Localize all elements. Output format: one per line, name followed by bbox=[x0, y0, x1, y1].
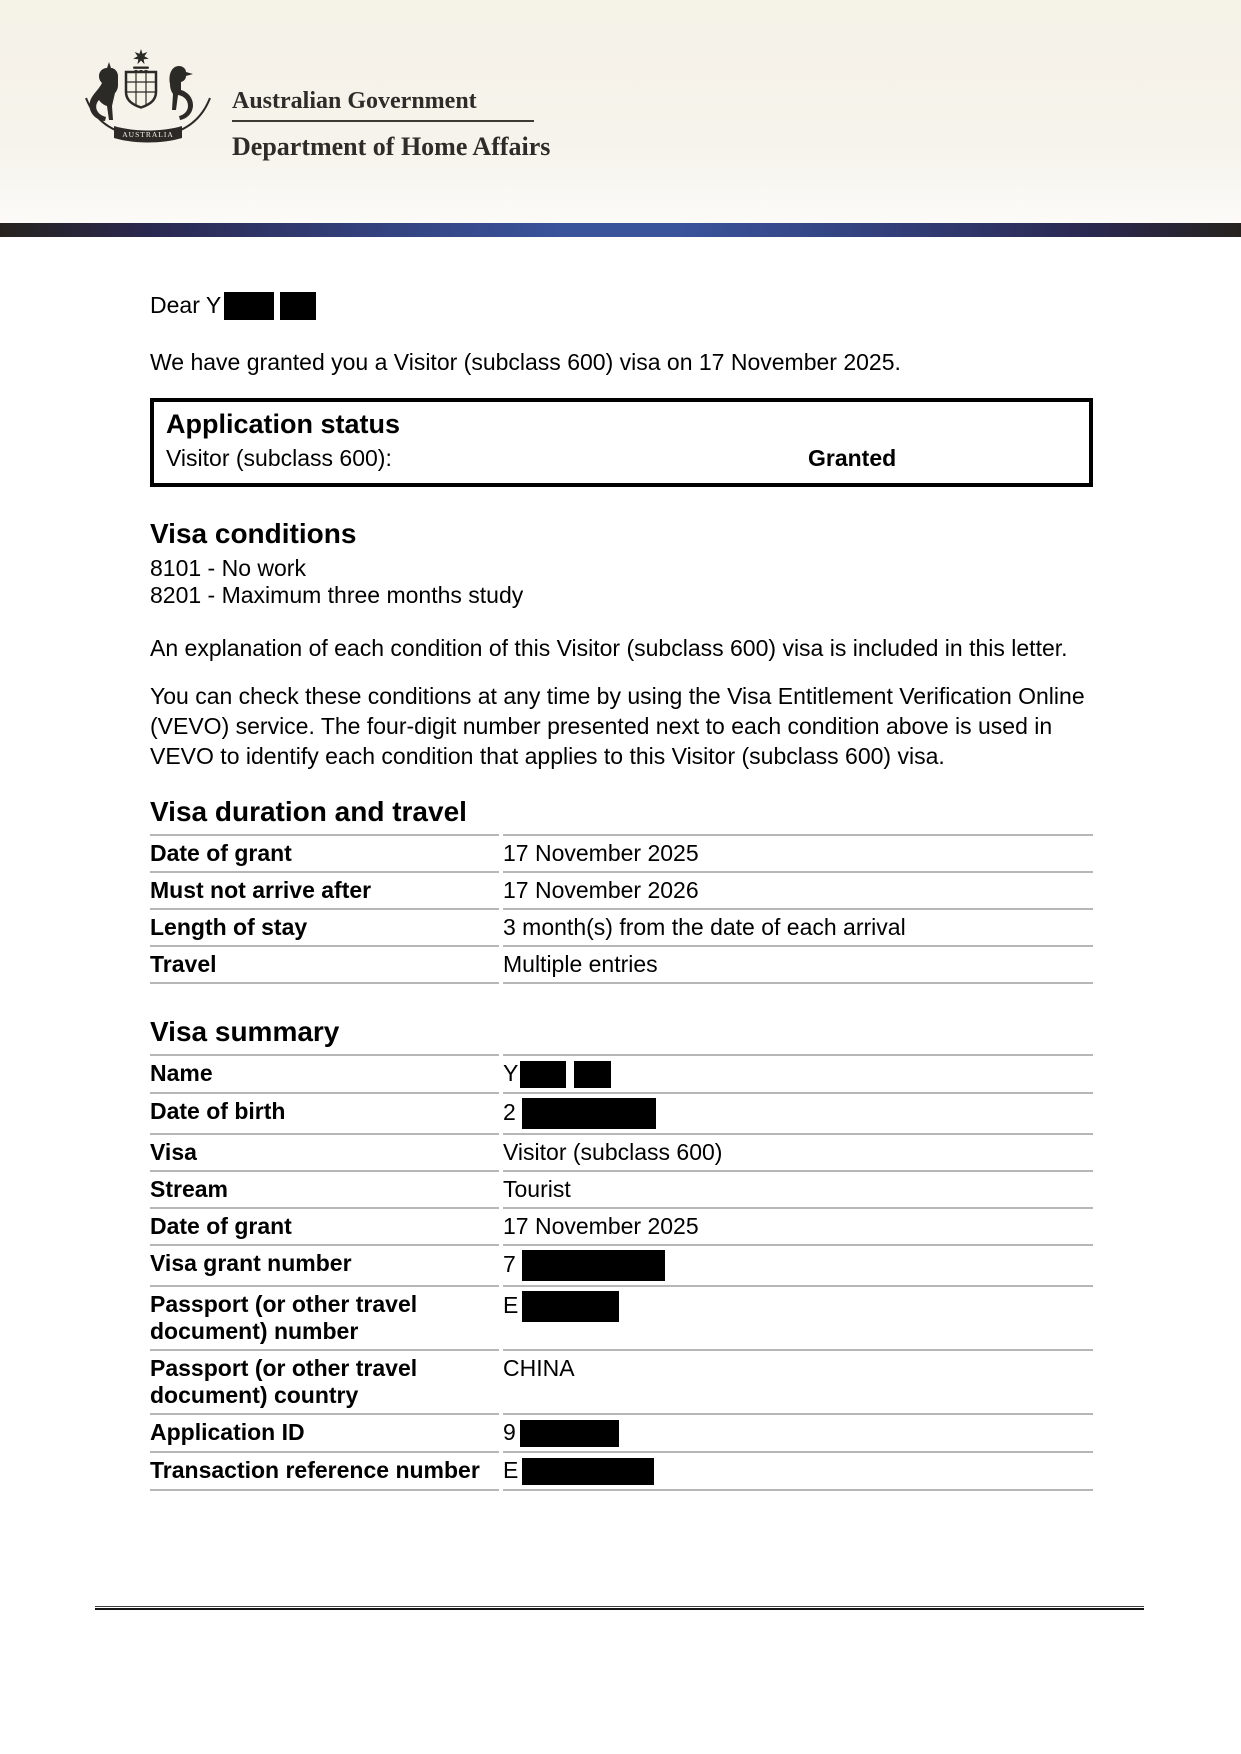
table-row bbox=[150, 834, 1093, 873]
org-name: Australian Government bbox=[232, 88, 477, 114]
condition-8201: 8201 - Maximum three months study bbox=[150, 582, 524, 608]
table-row bbox=[150, 1287, 1093, 1351]
status-value: Granted bbox=[808, 445, 897, 471]
salutation bbox=[150, 290, 1093, 320]
row-label: Stream bbox=[150, 1172, 499, 1209]
redacted-text bbox=[224, 292, 274, 320]
australian-coat-of-arms-icon bbox=[78, 46, 218, 146]
grant-statement: We have granted you a Visitor (subclass 600) visa on 17 November 2025. bbox=[150, 349, 901, 375]
table-row bbox=[150, 1209, 1093, 1246]
value-prefix: E bbox=[503, 1457, 519, 1483]
row-value bbox=[503, 1054, 1093, 1094]
row-value bbox=[503, 1094, 1093, 1135]
application-status-title: Application status bbox=[166, 409, 401, 439]
row-value: 17 November 2025 bbox=[503, 1209, 1093, 1246]
visa-duration-heading: Visa duration and travel bbox=[150, 796, 467, 827]
shield-icon bbox=[126, 72, 156, 108]
emblem-scroll-text: AUSTRALIA bbox=[122, 130, 174, 139]
row-label: Passport (or other travel document) country bbox=[150, 1351, 499, 1415]
table-row bbox=[150, 1094, 1093, 1135]
redacted-text bbox=[522, 1291, 619, 1322]
value-prefix: 2 bbox=[503, 1099, 516, 1125]
table-row bbox=[150, 910, 1093, 947]
emu-icon bbox=[169, 66, 193, 120]
condition-8101: 8101 - No work bbox=[150, 555, 306, 581]
status-visa-label: Visitor (subclass 600): bbox=[166, 445, 392, 471]
row-label: Date of grant bbox=[150, 834, 499, 873]
value-prefix: Y bbox=[503, 1060, 519, 1086]
row-value: Multiple entries bbox=[503, 947, 1093, 984]
visa-duration-table bbox=[146, 834, 1097, 984]
row-label: Name bbox=[150, 1054, 499, 1094]
table-row bbox=[150, 1453, 1093, 1491]
table-row bbox=[150, 947, 1093, 984]
salutation-text: Dear Y bbox=[150, 292, 222, 318]
row-value: Tourist bbox=[503, 1172, 1093, 1209]
redacted-text bbox=[520, 1061, 566, 1088]
letterhead-divider bbox=[232, 120, 534, 122]
brand-text bbox=[232, 46, 550, 162]
table-row bbox=[150, 1054, 1093, 1094]
department-name: Department of Home Affairs bbox=[232, 132, 551, 161]
conditions-explanation: An explanation of each condition of this Visitor (subclass 600) visa is included in this letter. bbox=[150, 635, 1068, 661]
table-row bbox=[150, 1351, 1093, 1415]
row-value bbox=[503, 1415, 1093, 1453]
government-brand bbox=[0, 0, 1241, 162]
row-label: Application ID bbox=[150, 1415, 499, 1453]
application-status-row bbox=[166, 443, 1077, 473]
value-prefix: 7 bbox=[503, 1251, 516, 1277]
vevo-note: You can check these conditions at any time by using the Visa Entitlement Verification Online (VEVO) service. The four-digit number presented next to each condition above is used in VEVO to identify each condition that applies to this Visitor (subclass 600) visa. bbox=[150, 683, 1085, 769]
redacted-text bbox=[522, 1098, 656, 1129]
row-value bbox=[503, 1287, 1093, 1351]
decorative-gradient-band bbox=[0, 223, 1241, 237]
footer-rule bbox=[95, 1606, 1144, 1610]
row-label: Travel bbox=[150, 947, 499, 984]
redacted-text bbox=[522, 1458, 654, 1485]
redacted-text bbox=[522, 1250, 665, 1281]
row-label: Date of grant bbox=[150, 1209, 499, 1246]
table-row bbox=[150, 1135, 1093, 1172]
table-row bbox=[150, 1172, 1093, 1209]
letterhead bbox=[0, 0, 1241, 223]
table-row bbox=[150, 1246, 1093, 1287]
row-value bbox=[503, 1453, 1093, 1491]
row-label: Visa bbox=[150, 1135, 499, 1172]
redacted-text bbox=[280, 292, 316, 320]
visa-conditions-heading: Visa conditions bbox=[150, 518, 357, 549]
row-label: Length of stay bbox=[150, 910, 499, 947]
commonwealth-star-icon bbox=[133, 49, 149, 64]
row-value: 3 month(s) from the date of each arrival bbox=[503, 910, 1093, 947]
row-label: Transaction reference number bbox=[150, 1453, 499, 1491]
row-value: Visitor (subclass 600) bbox=[503, 1135, 1093, 1172]
row-label: Must not arrive after bbox=[150, 873, 499, 910]
letter-body bbox=[150, 290, 1093, 1610]
row-label: Passport (or other travel document) number bbox=[150, 1287, 499, 1351]
visa-summary-table bbox=[146, 1054, 1097, 1491]
row-value: 17 November 2026 bbox=[503, 873, 1093, 910]
value-prefix: 9 bbox=[503, 1419, 516, 1445]
row-value: 17 November 2025 bbox=[503, 834, 1093, 873]
visa-summary-heading: Visa summary bbox=[150, 1016, 340, 1047]
row-value bbox=[503, 1246, 1093, 1287]
table-row bbox=[150, 1415, 1093, 1453]
row-label: Visa grant number bbox=[150, 1246, 499, 1287]
row-label: Date of birth bbox=[150, 1094, 499, 1135]
redacted-text bbox=[574, 1061, 611, 1088]
table-row bbox=[150, 873, 1093, 910]
redacted-text bbox=[520, 1420, 619, 1447]
value-prefix: E bbox=[503, 1292, 519, 1318]
row-value: CHINA bbox=[503, 1351, 1093, 1415]
application-status-box bbox=[150, 398, 1093, 487]
